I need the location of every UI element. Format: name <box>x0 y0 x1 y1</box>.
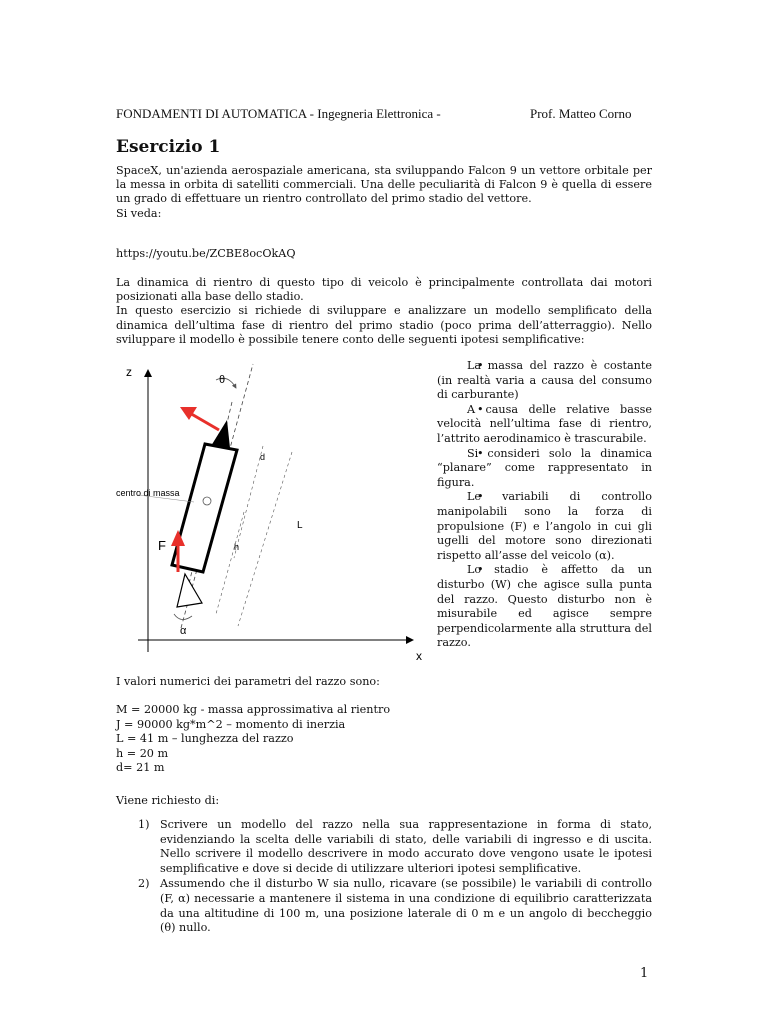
task-item <box>138 877 652 935</box>
task-text: Assumendo che il disturbo W sia nullo, ricavare (se possibile) le variabili di controllo (F, α) necessarie a mantenere il sistema in una condizione di equilibrio caratterizzata da una altitudine di 100 m, una posizione laterale di 0 m e un angolo di beccheggio (θ) nullo. <box>160 877 652 935</box>
assumption-item: • Lo stadio è affetto da un disturbo (W) che agisce sulla punta del razzo. Questo disturbo non è misurabile ed agisce sempre perpendicolarmente alla struttura del razzo. <box>437 563 652 651</box>
assumption-item: • Si consideri solo la dinamica “planare” come rappresentato in figura. <box>437 447 652 491</box>
h-label: h <box>234 542 240 552</box>
alpha-arc <box>174 614 192 620</box>
intro-paragraph <box>116 164 652 221</box>
video-link[interactable] <box>116 247 652 261</box>
professor-name: Prof. Matteo Corno <box>530 106 632 121</box>
request-heading: Viene richiesto di: <box>116 794 220 807</box>
h-dimension-line <box>216 512 244 614</box>
parameters-section <box>116 675 652 775</box>
exercise-title: Esercizio 1 <box>116 137 221 157</box>
exercise-description: In questo esercizio si richiede di sviluppare e analizzare un modello semplificato della dinamica dell’ultima fase di rientro del primo stadio (poco prima dell’atterraggio). Nello sviluppare il modello è possibile tenere conto delle seguenti ipotesi semplificative: <box>116 304 652 346</box>
d-label: d <box>260 452 266 462</box>
alpha-label: α <box>180 625 187 637</box>
parameter-row: L = 41 m – lunghezza del razzo <box>116 732 294 746</box>
intro-text-1: SpaceX, un'azienda aerospaziale americana, sta sviluppando Falcon 9 un vettore orbitale per la messa in orbita di satelliti commerciali. Una delle peculiarità di Falcon 9 è quella di essere un grado di effettuare un rientro controllato del primo stadio del vettore. <box>116 164 652 206</box>
page-number: 1 <box>640 966 649 981</box>
disturbance-arrow <box>188 412 219 430</box>
assumption-item: • La massa del razzo è costante (in realtà varia a causa del consumo di carburante) <box>437 359 652 403</box>
L-dimension-line <box>238 452 292 626</box>
assumption-item: • Le variabili di controllo manipolabili sono la forza di propulsione (F) e l’angolo in cui gli ugelli del motore sono direzionati rispetto all’asse del veicolo (α). <box>437 490 652 563</box>
theta-label: θ <box>219 374 226 386</box>
center-of-mass-label: centro di massa <box>116 488 180 498</box>
parameters-intro: I valori numerici dei parametri del razzo sono: <box>116 675 380 688</box>
task-list <box>138 818 652 937</box>
course-title: FONDAMENTI DI AUTOMATICA - Ingegneria Elettronica - <box>116 106 441 121</box>
task-item <box>138 818 652 876</box>
parameter-row: h = 20 m <box>116 746 169 760</box>
disturbance-arrowhead <box>180 407 197 420</box>
assumption-item: • A causa delle relative basse velocità nell’ultima fase di rientro, l’attrito aerodinamico è trascurabile. <box>437 403 652 447</box>
z-axis-label: z <box>126 365 132 379</box>
L-label: L <box>297 520 303 531</box>
task-number: 2) <box>138 877 150 891</box>
task-number: 1) <box>138 818 150 831</box>
dynamics-paragraph <box>116 276 652 347</box>
parameter-row: J = 90000 kg*m^2 – momento di inerzia <box>116 717 346 731</box>
task-text: Scrivere un modello del razzo nella sua rappresentazione in forma di stato, evidenziando la scelta delle variabili di stato, delle variabili di ingresso e di uscita. Nello scrivere il modello descrivere in modo accurato dove vengono usate le ipotesi semplificative e dove si decide di utilizzare ulteriori ipotesi semplificative. <box>160 818 652 875</box>
thrust-label: F <box>158 538 166 553</box>
x-axis-label: x <box>416 649 422 663</box>
parameter-row: M = 20000 kg - massa approssimativa al rientro <box>116 703 391 717</box>
intro-text-2: Si veda: <box>116 206 162 220</box>
rocket-nose <box>211 420 230 448</box>
rocket-diagram <box>108 362 428 672</box>
parameter-row: d= 21 m <box>116 761 165 775</box>
dynamics-text: La dinamica di rientro di questo tipo di veicolo è principalmente controllata dai motori posizionati alla base dello stadio. <box>116 276 652 304</box>
rocket-body <box>172 444 240 572</box>
assumptions-list <box>437 359 652 651</box>
video-link-text[interactable]: https://youtu.be/ZCBE8ocOkAQ <box>116 247 296 260</box>
engine-nozzle <box>177 574 202 607</box>
